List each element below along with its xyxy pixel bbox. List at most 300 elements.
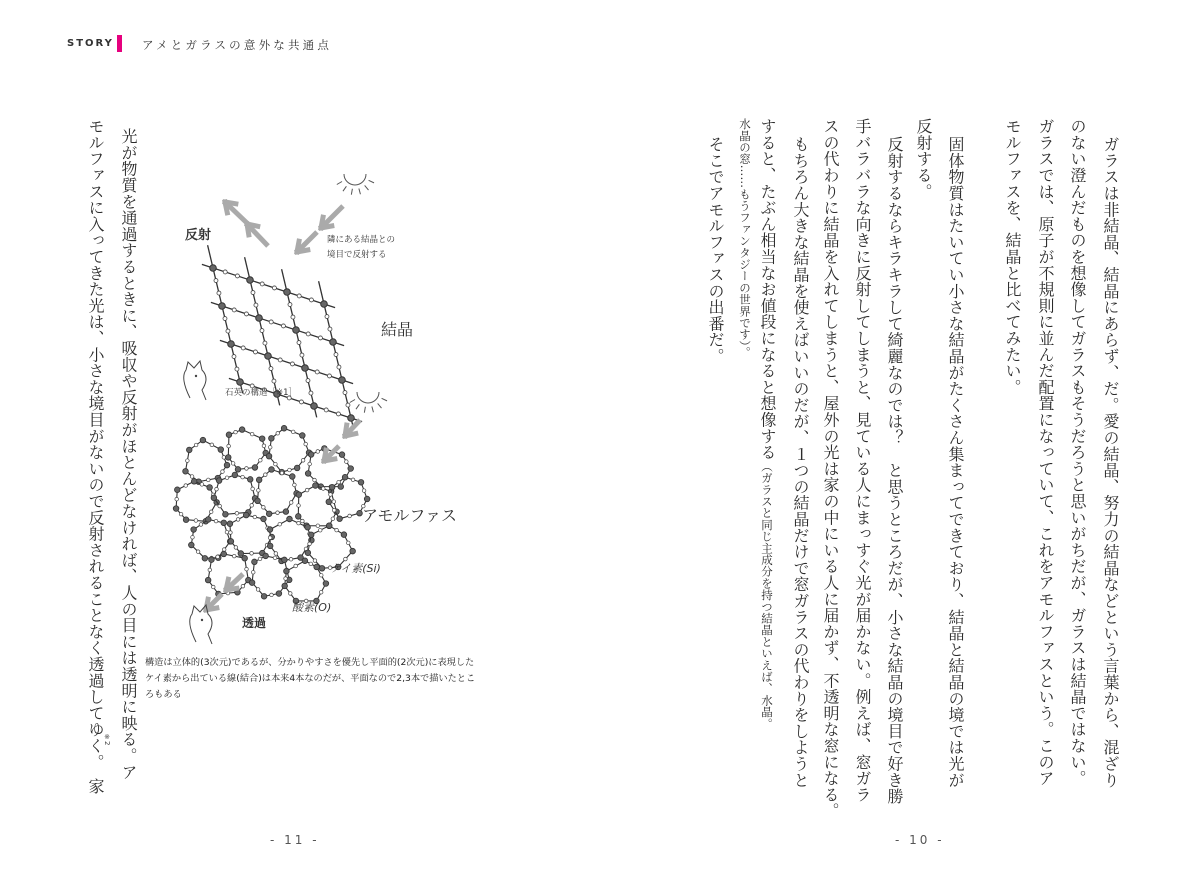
oxygen-atom bbox=[301, 519, 305, 523]
silicon-atom bbox=[237, 379, 244, 386]
silicon-atom bbox=[267, 543, 273, 549]
oxygen-atom bbox=[257, 489, 261, 493]
text-column: モルファスを、結晶と比べてみたい。 bbox=[1003, 118, 1022, 396]
boundary-note: 隣にある結晶との bbox=[327, 235, 396, 245]
oxygen-atom bbox=[288, 303, 292, 307]
text-column: 固体物質はたいてい小さな結晶がたくさん集まってできており、結晶と結晶の境では光が bbox=[946, 136, 965, 788]
oxygen-atom bbox=[319, 573, 323, 577]
oxygen-atom bbox=[263, 341, 267, 345]
silicon-atom bbox=[221, 551, 227, 557]
face-eye bbox=[201, 619, 203, 621]
silicon-atom bbox=[216, 478, 222, 484]
oxygen-atom bbox=[315, 370, 319, 374]
text-column: のない澄んだものを想像してガラスもそうだろうと思いがちだが、ガラスは結晶ではない。 bbox=[1068, 118, 1087, 787]
silicon-atom bbox=[259, 436, 265, 442]
sun-ray bbox=[365, 185, 369, 190]
oxygen-atom bbox=[260, 282, 264, 286]
oxygen-atom bbox=[291, 315, 295, 319]
silicon-atom bbox=[252, 465, 258, 471]
silicon-atom bbox=[294, 465, 300, 471]
silicon-atom bbox=[261, 593, 267, 599]
text-run: 家 bbox=[86, 778, 105, 795]
oxygen-atom bbox=[313, 478, 317, 482]
arrow-icon bbox=[226, 574, 243, 590]
silicon-atom bbox=[350, 548, 356, 554]
oxygen-atom bbox=[268, 445, 272, 449]
silicon-atom bbox=[206, 517, 212, 523]
crystal-label: 結晶 bbox=[381, 320, 414, 339]
silicon-atom bbox=[293, 327, 300, 334]
oxygen-atom bbox=[293, 483, 297, 487]
oxygen-atom bbox=[284, 577, 288, 581]
oxygen-atom bbox=[299, 400, 303, 404]
bond-line bbox=[229, 378, 362, 421]
bond-line bbox=[220, 340, 353, 383]
silicon-atom bbox=[326, 523, 332, 529]
silicon-atom bbox=[300, 433, 306, 439]
arrow-head bbox=[324, 450, 326, 461]
oxygen-atom bbox=[250, 504, 254, 508]
silicon-atom bbox=[314, 564, 320, 570]
oxygen-atom bbox=[241, 475, 245, 479]
oxygen-atom bbox=[308, 542, 312, 546]
text-column: ガラスでは、原子が不規則に並んだ配置になっていて、これをアモルファスという。このア bbox=[1036, 118, 1055, 787]
oxygen-atom bbox=[300, 353, 304, 357]
oxygen-atom bbox=[251, 291, 255, 295]
text-column: もちろん大きな結晶を使えばいいのだが、１つの結晶だけで窓ガラスの代わりをしようと bbox=[791, 136, 810, 788]
sun-ray bbox=[337, 182, 342, 185]
oxygen-atom bbox=[288, 468, 292, 472]
oxygen-atom bbox=[245, 567, 249, 571]
oxygen-atom bbox=[325, 315, 329, 319]
sun-ray bbox=[372, 406, 374, 412]
silicon-atom bbox=[266, 453, 272, 459]
oxygen-atom bbox=[328, 327, 332, 331]
silicon-atom bbox=[267, 527, 273, 533]
silicon-label: ケイ素(Si) bbox=[330, 562, 381, 575]
oxygen-atom bbox=[258, 557, 262, 561]
oxygen-atom bbox=[346, 541, 350, 545]
oxygen-atom bbox=[264, 473, 268, 477]
oxygen-atom bbox=[241, 584, 245, 588]
silicon-atom bbox=[252, 559, 258, 565]
oxygen-atom bbox=[306, 379, 310, 383]
sun-ray bbox=[369, 180, 374, 183]
silicon-atom bbox=[255, 498, 261, 504]
sun-arc bbox=[344, 174, 366, 185]
text-column: 手バラバラな向きに反射してしまうと、見ている人にまっすぐ光が届かない。例えば、窓ガラ bbox=[853, 118, 872, 803]
oxygen-atom bbox=[199, 523, 203, 527]
oxygen-atom bbox=[301, 458, 305, 462]
silicon-atom bbox=[295, 514, 301, 520]
oxygen-atom bbox=[250, 552, 254, 556]
oxygen-atom bbox=[232, 554, 236, 558]
oxygen-atom bbox=[270, 593, 274, 597]
oxygen-atom bbox=[210, 443, 214, 447]
oxygen-atom bbox=[331, 517, 335, 521]
oxygen-atom bbox=[272, 379, 276, 383]
text-column: 反射する。 bbox=[914, 118, 933, 200]
oxygen-atom bbox=[334, 353, 338, 357]
silicon-atom bbox=[235, 467, 241, 473]
aside-text: （ガラスと同じ主成分を持つ結晶といえば、水晶。 bbox=[760, 460, 774, 730]
text-column: 光が物質を通過するときに、吸収や反射がほとんどなければ、人の目には透明に映る。ア bbox=[119, 128, 138, 780]
oxygen-atom bbox=[276, 511, 280, 515]
chapter-title: アメとガラスの意外な共通点 bbox=[142, 38, 333, 52]
sun-ray bbox=[359, 188, 361, 194]
silicon-atom bbox=[183, 517, 189, 523]
bond-line bbox=[202, 264, 335, 307]
arrow-head bbox=[225, 202, 236, 204]
silicon-atom bbox=[191, 527, 197, 533]
aside-column: 水晶の窓……もうファンタジーの世界です）。 bbox=[738, 118, 752, 358]
oxygen-atom bbox=[316, 524, 320, 528]
oxygen-atom bbox=[221, 470, 225, 474]
silicon-atom bbox=[308, 452, 314, 458]
oxygen-atom bbox=[196, 550, 200, 554]
silicon-atom bbox=[338, 484, 344, 490]
oxygen-atom bbox=[316, 450, 320, 454]
silicon-atom bbox=[341, 532, 347, 538]
arrow-head bbox=[321, 217, 323, 228]
oxygen-atom bbox=[345, 460, 349, 464]
oxygen-atom bbox=[259, 458, 263, 462]
silicon-atom bbox=[227, 521, 233, 527]
oxygen-atom bbox=[278, 522, 282, 526]
silicon-atom bbox=[342, 474, 348, 480]
silicon-atom bbox=[173, 506, 179, 512]
arrow-icon bbox=[225, 202, 248, 224]
oxygen-atom bbox=[308, 462, 312, 466]
oxygen-atom bbox=[348, 514, 352, 518]
oxygen-atom bbox=[329, 493, 333, 497]
oxygen-atom bbox=[223, 270, 227, 274]
text-run: すると、たぶん相当なお値段になると想像する bbox=[758, 118, 777, 461]
oxygen-atom bbox=[269, 367, 273, 371]
sun-ray bbox=[382, 398, 387, 401]
oxygen-atom bbox=[232, 308, 236, 312]
sun-ray bbox=[350, 400, 355, 403]
sun-ray bbox=[378, 403, 382, 408]
oxygen-atom bbox=[362, 489, 366, 493]
silicon-atom bbox=[175, 487, 181, 493]
crystal-lattice bbox=[202, 245, 362, 429]
oxygen-atom bbox=[319, 590, 323, 594]
text-column: そこでアモルファスの出番だ。 bbox=[706, 136, 725, 365]
oxygen-atom bbox=[234, 546, 238, 550]
oxygen-atom bbox=[291, 430, 295, 434]
boundary-note: 境目で反射する bbox=[327, 250, 387, 260]
silicon-atom bbox=[296, 492, 302, 498]
oxygen-atom bbox=[318, 336, 322, 340]
silicon-atom bbox=[225, 455, 231, 461]
oxygen-atom bbox=[227, 444, 231, 448]
caption-line: ケイ素から出ている線(結合)は本来4本なのだが、平面なので2,3本で描いたとこ bbox=[145, 673, 476, 684]
caption-line: 構造は立体的(3次元)であるが、分かりやすさを優先し平面的(2次元)に表現した bbox=[145, 657, 475, 668]
oxygen-atom bbox=[235, 274, 239, 278]
silicon-atom bbox=[358, 479, 364, 485]
silicon-atom bbox=[281, 425, 287, 431]
silicon-atom bbox=[247, 477, 253, 483]
oxygen-atom bbox=[268, 536, 272, 540]
silicon-atom bbox=[265, 353, 272, 360]
oxygen-atom bbox=[253, 515, 257, 519]
oxygen-atom bbox=[262, 506, 266, 510]
oxygen-atom bbox=[260, 329, 264, 333]
silicon-atom bbox=[311, 403, 318, 410]
reflection-label: 反射 bbox=[185, 228, 212, 243]
oxygen-atom bbox=[289, 557, 293, 561]
oxygen-atom bbox=[179, 512, 183, 516]
oxygen-atom bbox=[304, 442, 308, 446]
silicon-atom bbox=[282, 557, 288, 563]
silicon-atom bbox=[209, 557, 215, 563]
oxygen-atom bbox=[190, 475, 194, 479]
oxygen-atom bbox=[256, 588, 260, 592]
section-label: STORY bbox=[67, 38, 114, 49]
oxygen-atom bbox=[280, 471, 284, 475]
silicon-atom bbox=[269, 436, 275, 442]
silicon-atom bbox=[228, 539, 234, 545]
arrow-icon bbox=[247, 224, 268, 246]
arrow-head bbox=[297, 241, 299, 252]
oxygen-atom bbox=[175, 497, 179, 501]
silicon-atom bbox=[226, 432, 232, 438]
footnote-ref: ※2 bbox=[103, 733, 111, 746]
oxygen-atom bbox=[336, 412, 340, 416]
silicon-atom bbox=[302, 365, 309, 372]
silicon-atom bbox=[305, 471, 311, 477]
silicon-atom bbox=[339, 452, 345, 458]
silicon-atom bbox=[289, 474, 295, 480]
arrow-head bbox=[247, 224, 258, 226]
oxygen-atom bbox=[290, 362, 294, 366]
oxygen-atom bbox=[276, 431, 280, 435]
silicon-atom bbox=[326, 499, 332, 505]
arrow-icon bbox=[297, 232, 317, 252]
silicon-atom bbox=[221, 520, 227, 526]
arrow-icon bbox=[206, 594, 222, 610]
oxygen-atom bbox=[214, 519, 218, 523]
silicon-atom bbox=[256, 477, 262, 483]
oxygen-atom bbox=[194, 443, 198, 447]
silicon-atom bbox=[263, 553, 269, 559]
silicon-atom bbox=[205, 577, 211, 583]
oxygen-atom bbox=[218, 504, 222, 508]
caption-line: ろもある bbox=[145, 689, 182, 700]
oxygen-atom bbox=[313, 559, 317, 563]
oxygen-atom bbox=[309, 298, 313, 302]
oxygen-atom bbox=[225, 476, 229, 480]
silicon-atom bbox=[284, 289, 291, 296]
silicon-atom bbox=[238, 551, 244, 557]
sun-icon bbox=[337, 174, 374, 195]
oxygen-atom bbox=[241, 346, 245, 350]
face-eye bbox=[195, 375, 197, 377]
oxygen-atom bbox=[184, 484, 188, 488]
silicon-atom bbox=[305, 550, 311, 556]
silicon-atom bbox=[283, 509, 289, 515]
silicon-atom bbox=[247, 277, 254, 284]
silicon-atom bbox=[207, 485, 213, 491]
silicon-atom bbox=[329, 484, 335, 490]
oxygen-atom bbox=[251, 570, 255, 574]
silicon-atom bbox=[339, 377, 346, 384]
silicon-atom bbox=[232, 472, 238, 478]
oxygen-atom bbox=[297, 341, 301, 345]
silicon-atom bbox=[284, 568, 290, 574]
oxygen-atom bbox=[274, 552, 278, 556]
oxygen-atom bbox=[324, 408, 328, 412]
oxygen-atom bbox=[309, 391, 313, 395]
oxygen-atom bbox=[253, 350, 257, 354]
oxygen-atom bbox=[337, 365, 341, 369]
oxygen-atom bbox=[269, 320, 273, 324]
page-number-left: - 11 - bbox=[270, 833, 320, 847]
oxygen-atom bbox=[262, 444, 266, 448]
oxygen-atom bbox=[211, 585, 215, 589]
silicon-atom bbox=[189, 542, 195, 548]
silicon-atom bbox=[261, 516, 267, 522]
silicon-atom bbox=[305, 524, 311, 530]
oxygen-atom bbox=[215, 487, 219, 491]
oxygen-atom bbox=[294, 564, 298, 568]
oxygen-atom bbox=[289, 501, 293, 505]
silicon-atom bbox=[249, 580, 255, 586]
silicon-atom bbox=[242, 555, 248, 561]
oxygen-atom bbox=[318, 528, 322, 532]
oxygen-atom bbox=[235, 367, 239, 371]
text-column: 反射するならキラキラして綺麗なのでは？ と思うところだが、小さな結晶の境目で好き勝 bbox=[885, 136, 904, 805]
oxygen-atom bbox=[225, 530, 229, 534]
oxygen-atom bbox=[235, 511, 239, 515]
oxygen-atom bbox=[191, 535, 195, 539]
silicon-atom bbox=[330, 339, 337, 346]
oxygen-atom bbox=[245, 467, 249, 471]
silicon-atom bbox=[183, 468, 189, 474]
silicon-atom bbox=[364, 496, 370, 502]
oxygen-atom bbox=[231, 462, 235, 466]
sun-ray bbox=[356, 404, 359, 409]
silicon-atom bbox=[202, 555, 208, 561]
oxygen-atom bbox=[288, 592, 292, 596]
silicon-atom bbox=[276, 591, 282, 597]
arrow-icon bbox=[324, 446, 339, 461]
oxygen-atom bbox=[223, 317, 227, 321]
oxygen-atom bbox=[226, 329, 230, 333]
oxygen-atom bbox=[216, 555, 220, 559]
silicon-atom bbox=[243, 512, 249, 518]
silicon-atom bbox=[287, 516, 293, 522]
silicon-atom bbox=[266, 511, 272, 517]
sun-icon bbox=[350, 392, 387, 413]
amorphous-network bbox=[173, 425, 370, 603]
person-face-icon bbox=[184, 361, 206, 400]
text-run: モルファスに入ってきた光は、小さな境目がないので反射されることなく透過してゆく。 bbox=[86, 118, 105, 770]
silicon-atom bbox=[337, 516, 343, 522]
oxygen-atom bbox=[273, 556, 277, 560]
quartz-caption: 石英の構造［※1］ bbox=[225, 388, 298, 398]
silicon-atom bbox=[224, 462, 230, 468]
silicon-atom bbox=[200, 437, 206, 443]
amorphous-label: アモルファス bbox=[362, 506, 458, 525]
silicon-atom bbox=[210, 265, 217, 272]
silicon-atom bbox=[219, 303, 226, 310]
silicon-atom bbox=[313, 483, 319, 489]
silicon-atom bbox=[348, 415, 355, 422]
silicon-atom bbox=[321, 301, 328, 308]
oxygen-atom bbox=[236, 518, 240, 522]
oxygen-atom bbox=[327, 374, 331, 378]
oxygen-atom bbox=[200, 483, 204, 487]
oxygen-atom bbox=[274, 462, 278, 466]
oxygen-atom bbox=[250, 432, 254, 436]
oxygen-atom bbox=[335, 528, 339, 532]
oxygen-atom bbox=[208, 568, 212, 572]
face-outline bbox=[184, 361, 206, 400]
oxygen-atom bbox=[194, 519, 198, 523]
oxygen-atom bbox=[343, 391, 347, 395]
silicon-atom bbox=[323, 581, 329, 587]
silicon-atom bbox=[256, 315, 263, 322]
silicon-atom bbox=[282, 583, 288, 589]
oxygen-atom bbox=[209, 510, 213, 514]
silicon-atom bbox=[269, 467, 275, 473]
oxygen-atom bbox=[321, 487, 325, 491]
silicon-atom bbox=[218, 447, 224, 453]
transmission-label: 透過 bbox=[242, 616, 267, 630]
silicon-atom bbox=[239, 427, 245, 433]
oxygen-atom bbox=[281, 324, 285, 328]
page-number-right: - 10 - bbox=[895, 833, 945, 847]
oxygen-atom bbox=[217, 291, 221, 295]
figure-caption bbox=[145, 655, 476, 703]
text-column: スの代わりに結晶を入れてしまうと、屋外の光は家の中にいる人に届かず、不透明な窓になる。 bbox=[821, 118, 840, 819]
sun-arc bbox=[357, 392, 379, 403]
oxygen-atom bbox=[254, 303, 258, 307]
oxygen-atom bbox=[229, 531, 233, 535]
silicon-atom bbox=[228, 341, 235, 348]
oxygen-atom bbox=[186, 459, 190, 463]
oxygen-atom bbox=[351, 478, 355, 482]
text-column: ガラスは非結晶、結晶にあらず、だ。愛の結晶、努力の結晶などという言葉から、混ざり bbox=[1101, 136, 1120, 788]
silicon-atom bbox=[186, 447, 192, 453]
arrow-head bbox=[226, 579, 228, 590]
sun-ray bbox=[351, 189, 352, 195]
oxygen-atom bbox=[272, 286, 276, 290]
oxygen-atom bbox=[234, 430, 238, 434]
oxygen-atom bbox=[251, 487, 255, 491]
silicon-atom bbox=[302, 558, 308, 564]
oxygen-atom bbox=[214, 279, 218, 283]
oxygen-atom bbox=[346, 403, 350, 407]
oxygen-atom bbox=[206, 478, 210, 482]
oxygen-atom bbox=[232, 355, 236, 359]
silicon-atom bbox=[223, 511, 229, 517]
oxygen-atom bbox=[297, 294, 301, 298]
oxygen-atom bbox=[297, 521, 301, 525]
silicon-atom bbox=[211, 495, 217, 501]
silicon-atom bbox=[308, 532, 314, 538]
arrow-head bbox=[345, 425, 347, 436]
oxygen-atom bbox=[332, 500, 336, 504]
oxygen-atom bbox=[337, 480, 341, 484]
oxygen-label: 酸素(O) bbox=[292, 601, 332, 614]
oxygen-atom bbox=[244, 312, 248, 316]
oxygen-atom bbox=[306, 332, 310, 336]
oxygen-atom bbox=[305, 488, 309, 492]
oxygen-atom bbox=[332, 508, 336, 512]
